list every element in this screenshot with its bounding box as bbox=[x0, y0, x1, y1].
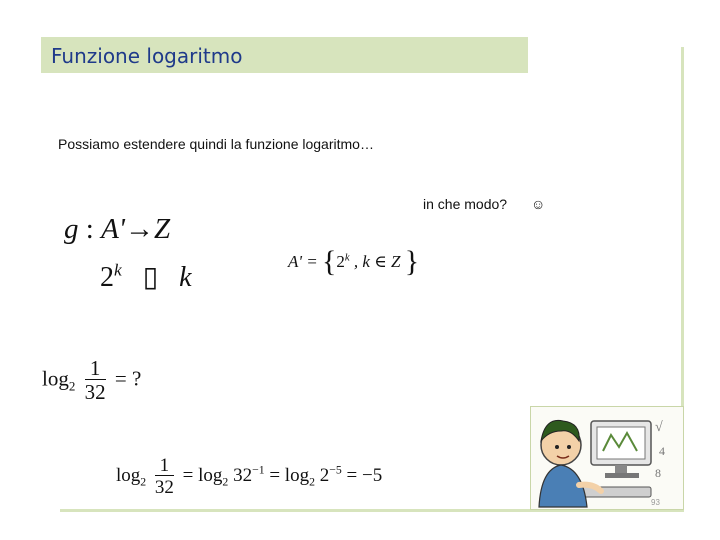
exponent-minus-one: −1 bbox=[252, 463, 265, 477]
log-result: = −5 bbox=[346, 464, 383, 486]
mapping-rule bbox=[100, 260, 192, 294]
set-exponent: k bbox=[344, 252, 350, 264]
svg-text:4: 4 bbox=[659, 444, 665, 458]
log-word: log bbox=[42, 366, 69, 391]
fraction bbox=[85, 358, 106, 403]
log-base: 2 bbox=[140, 475, 147, 489]
log-solution bbox=[116, 456, 382, 497]
log-base: 2 bbox=[222, 475, 229, 489]
smiley-icon: ☺ bbox=[531, 196, 546, 212]
set-condition: , k ∈ Z bbox=[349, 252, 405, 271]
set-base: 2 bbox=[336, 252, 345, 271]
boy-at-computer-illustration bbox=[531, 407, 683, 509]
slide-title: Funzione logaritmo bbox=[51, 44, 243, 68]
svg-text:√: √ bbox=[655, 420, 663, 435]
set-close-brace: } bbox=[404, 245, 420, 278]
equals-log: = log bbox=[182, 464, 223, 486]
slide-title-bar bbox=[41, 37, 528, 73]
codomain-symbol: Z bbox=[153, 213, 171, 245]
power-base: 2 bbox=[100, 262, 114, 293]
fraction-denominator: 32 bbox=[154, 477, 174, 498]
fraction-denominator: 32 bbox=[84, 380, 106, 404]
set-open-brace: { bbox=[322, 245, 337, 278]
set-lhs: A' = bbox=[288, 252, 322, 271]
question-text: in che modo? bbox=[423, 196, 508, 212]
log-question bbox=[42, 358, 141, 403]
log-base: 2 bbox=[309, 475, 315, 489]
power-exponent: k bbox=[114, 260, 122, 280]
exponent-minus-five: −5 bbox=[329, 463, 342, 477]
fraction bbox=[155, 456, 174, 497]
mapping-result: k bbox=[179, 262, 192, 293]
log-base: 2 bbox=[68, 378, 76, 394]
function-name: g bbox=[64, 213, 79, 245]
colon: : bbox=[78, 213, 102, 245]
boy-at-computer-image bbox=[530, 406, 684, 510]
value-2: 2 bbox=[319, 464, 330, 486]
log-word: log bbox=[116, 464, 141, 486]
log-question-rhs: = ? bbox=[114, 366, 142, 391]
function-definition bbox=[64, 213, 170, 246]
equals-log: = log bbox=[269, 464, 310, 486]
page-number: 93 bbox=[651, 498, 660, 507]
maps-to-symbol: ▯ bbox=[142, 262, 159, 293]
svg-text:8: 8 bbox=[655, 466, 661, 480]
fraction-numerator: 1 bbox=[89, 356, 101, 380]
domain-set-definition bbox=[288, 241, 420, 278]
intro-text: Possiamo estendere quindi la funzione logaritmo… bbox=[58, 136, 374, 152]
value-32: 32 bbox=[233, 464, 253, 486]
arrow-icon: → bbox=[124, 213, 154, 245]
fraction-numerator: 1 bbox=[159, 455, 170, 476]
domain-symbol: A' bbox=[101, 213, 125, 245]
